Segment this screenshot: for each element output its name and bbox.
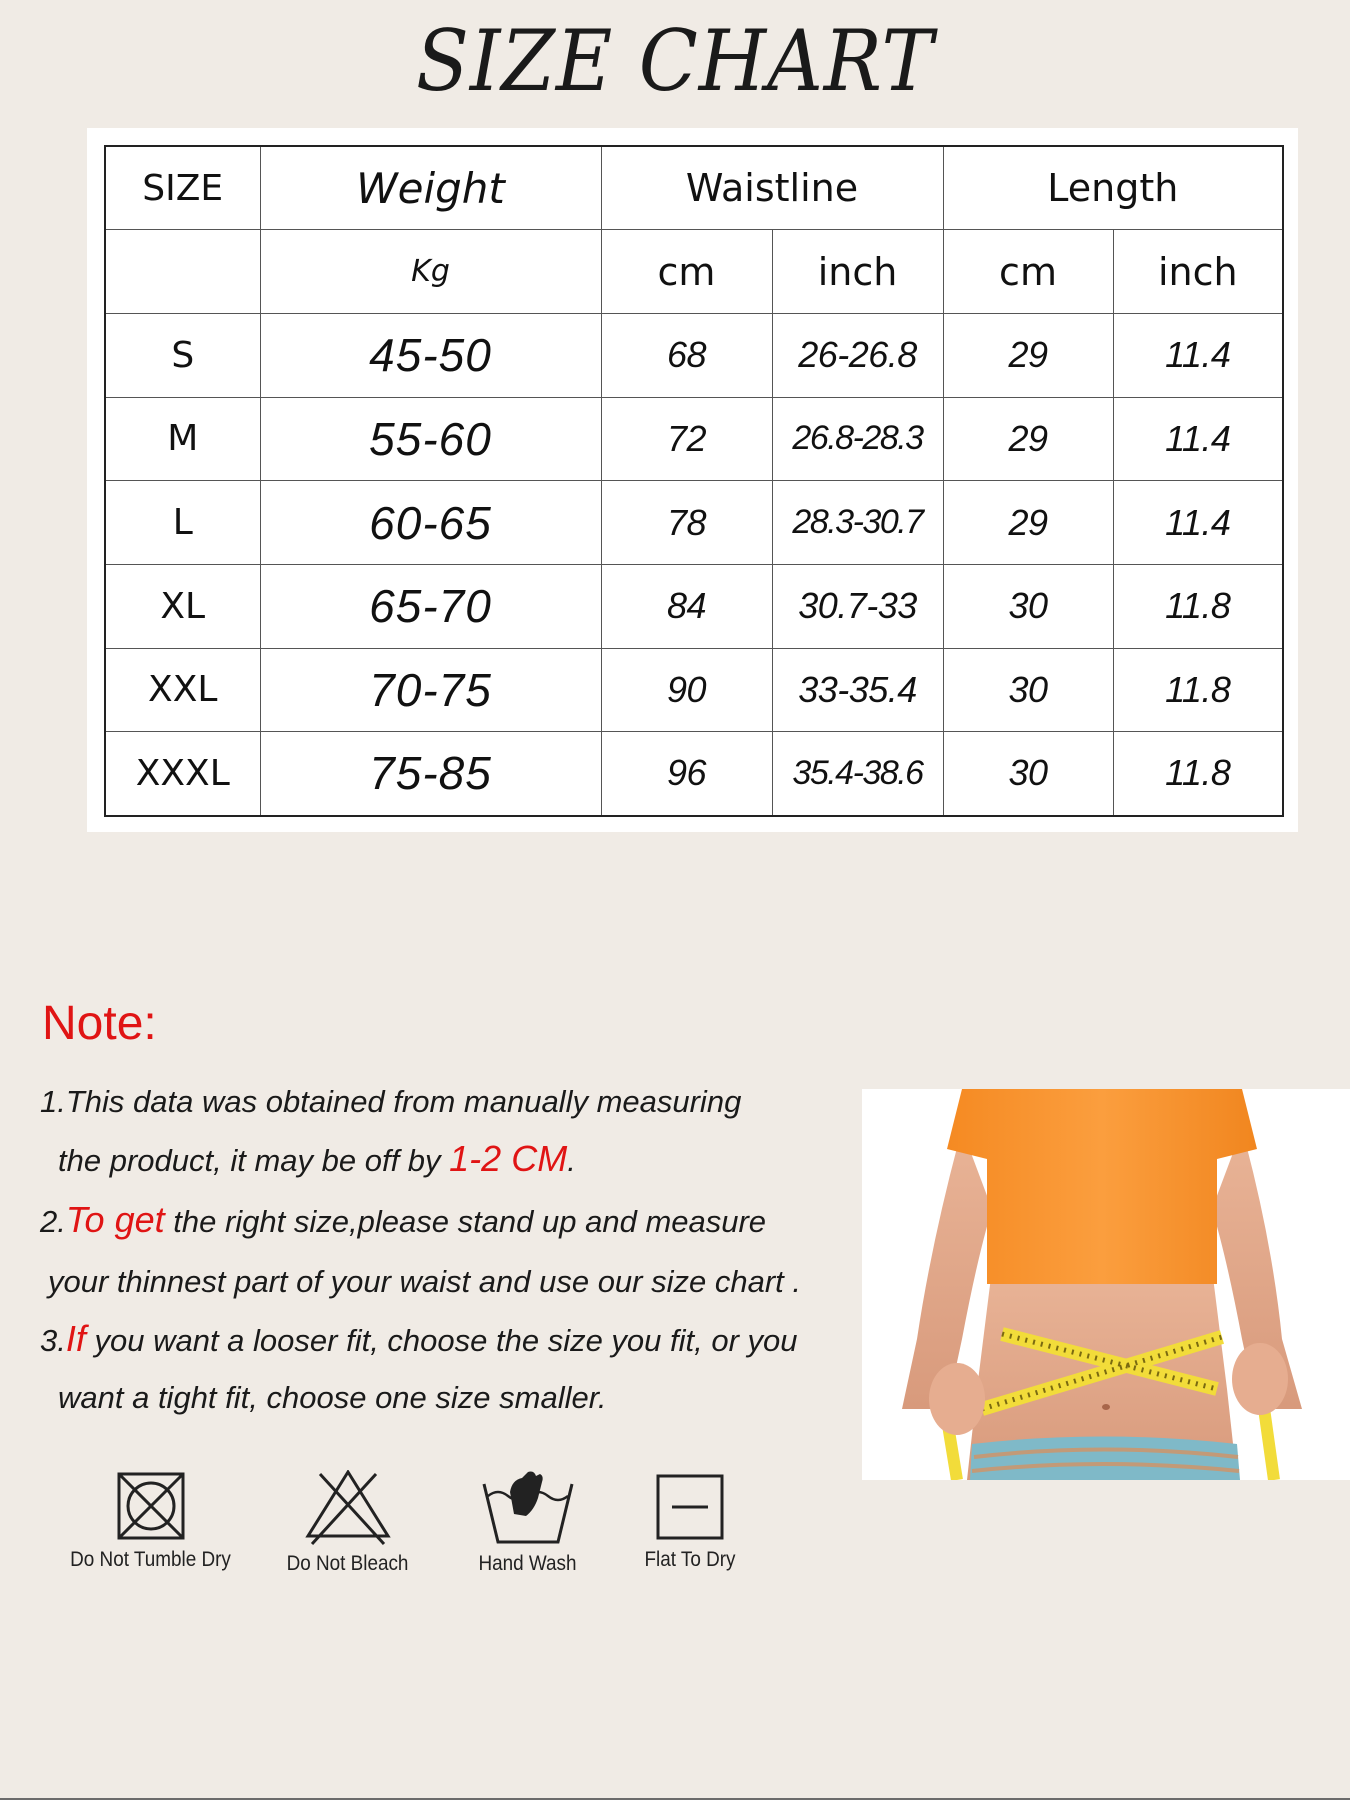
- note-1-number: 1.: [40, 1084, 66, 1119]
- cell-waist-inch: 35.4-38.6: [772, 732, 943, 816]
- cell-weight: 65-70: [260, 564, 601, 648]
- cell-length-inch: 11.8: [1113, 732, 1283, 816]
- cell-length-inch: 11.8: [1113, 564, 1283, 648]
- hand-wash-icon: [480, 1470, 576, 1546]
- note-3-line-1: [40, 1318, 798, 1360]
- table-row: [105, 732, 1283, 816]
- note-2-line-1: [40, 1199, 766, 1241]
- cell-waist-cm: 78: [601, 481, 772, 565]
- cell-length-cm: 30: [943, 564, 1113, 648]
- header-waistline: Waistline: [601, 146, 943, 230]
- unit-waist-inch: inch: [772, 230, 943, 314]
- note-3-number: 3.: [40, 1323, 66, 1358]
- cell-size: XL: [105, 564, 260, 648]
- cell-length-cm: 29: [943, 397, 1113, 481]
- note-3-text-cont: want a tight fit, choose one size smaller.: [58, 1380, 607, 1415]
- care-label: Do Not Bleach: [286, 1552, 409, 1575]
- cell-weight: 70-75: [260, 648, 601, 732]
- cell-length-inch: 11.4: [1113, 397, 1283, 481]
- unit-length-inch: inch: [1113, 230, 1283, 314]
- cell-weight: 75-85: [260, 732, 601, 816]
- cell-waist-inch: 28.3-30.7: [772, 481, 943, 565]
- note-heading: Note:: [42, 997, 157, 1050]
- cell-waist-cm: 96: [601, 732, 772, 816]
- cell-weight: 55-60: [260, 397, 601, 481]
- waist-measure-illustration: [862, 1089, 1350, 1480]
- do-not-tumble-dry-icon: [115, 1470, 187, 1542]
- care-label: Flat To Dry: [644, 1548, 736, 1571]
- care-hand-wash: [440, 1470, 615, 1576]
- note-3-highlight: If: [65, 1318, 86, 1359]
- header-row: [105, 146, 1283, 230]
- cell-waist-cm: 84: [601, 564, 772, 648]
- care-flat-to-dry: [620, 1470, 760, 1572]
- cell-length-cm: 30: [943, 648, 1113, 732]
- header-length: Length: [943, 146, 1283, 230]
- cell-size: XXL: [105, 648, 260, 732]
- unit-length-cm: cm: [943, 230, 1113, 314]
- waist-measure-photo: [862, 1089, 1350, 1480]
- page-title: SIZE CHART: [415, 12, 935, 110]
- table-row: [105, 564, 1283, 648]
- cell-waist-inch: 33-35.4: [772, 648, 943, 732]
- table-row: [105, 397, 1283, 481]
- cell-length-cm: 29: [943, 313, 1113, 397]
- cell-size: S: [105, 313, 260, 397]
- cell-length-inch: 11.4: [1113, 313, 1283, 397]
- cell-length-inch: 11.8: [1113, 648, 1283, 732]
- cell-waist-inch: 26.8-28.3: [772, 397, 943, 481]
- note-1-highlight: 1-2 CM: [449, 1138, 568, 1179]
- care-label: Hand Wash: [478, 1552, 577, 1575]
- cell-length-cm: 29: [943, 481, 1113, 565]
- unit-size-empty: [105, 230, 260, 314]
- note-3-text: you want a looser fit, choose the size you fit, or you: [85, 1323, 798, 1358]
- cell-size: L: [105, 481, 260, 565]
- header-weight: Weight: [260, 146, 601, 230]
- note-1-suffix: .: [567, 1143, 576, 1178]
- header-size: SIZE: [105, 146, 260, 230]
- size-table: [104, 145, 1284, 817]
- cell-waist-cm: 72: [601, 397, 772, 481]
- note-2-text-cont: your thinnest part of your waist and use our size chart .: [48, 1264, 801, 1299]
- care-do-not-bleach: [255, 1470, 440, 1576]
- cell-length-cm: 30: [943, 732, 1113, 816]
- unit-row: [105, 230, 1283, 314]
- note-1-line-1: [40, 1084, 741, 1120]
- note-2-line-2: [48, 1264, 801, 1300]
- do-not-bleach-icon: [298, 1470, 398, 1546]
- unit-waist-cm: cm: [601, 230, 772, 314]
- care-label: Do Not Tumble Dry: [70, 1548, 231, 1571]
- cell-waist-cm: 68: [601, 313, 772, 397]
- cell-waist-cm: 90: [601, 648, 772, 732]
- cell-size: XXXL: [105, 732, 260, 816]
- cell-waist-inch: 30.7-33: [772, 564, 943, 648]
- cell-length-inch: 11.4: [1113, 481, 1283, 565]
- table-row: [105, 313, 1283, 397]
- cell-size: M: [105, 397, 260, 481]
- note-1-line-2: [58, 1138, 576, 1180]
- table-row: [105, 648, 1283, 732]
- cell-weight: 45-50: [260, 313, 601, 397]
- note-2-highlight: To get: [65, 1199, 165, 1240]
- flat-to-dry-icon: [654, 1470, 726, 1542]
- unit-weight: Kg: [260, 230, 601, 314]
- note-1-text: This data was obtained from manually measuring: [65, 1084, 742, 1119]
- note-1-text-cont: the product, it may be off by: [58, 1143, 450, 1178]
- table-row: [105, 481, 1283, 565]
- care-do-not-tumble-dry: [58, 1470, 243, 1572]
- note-3-line-2: [58, 1380, 607, 1416]
- note-2-text: the right size,please stand up and measure: [164, 1204, 767, 1239]
- note-2-number: 2.: [40, 1204, 66, 1239]
- cell-weight: 60-65: [260, 481, 601, 565]
- cell-waist-inch: 26-26.8: [772, 313, 943, 397]
